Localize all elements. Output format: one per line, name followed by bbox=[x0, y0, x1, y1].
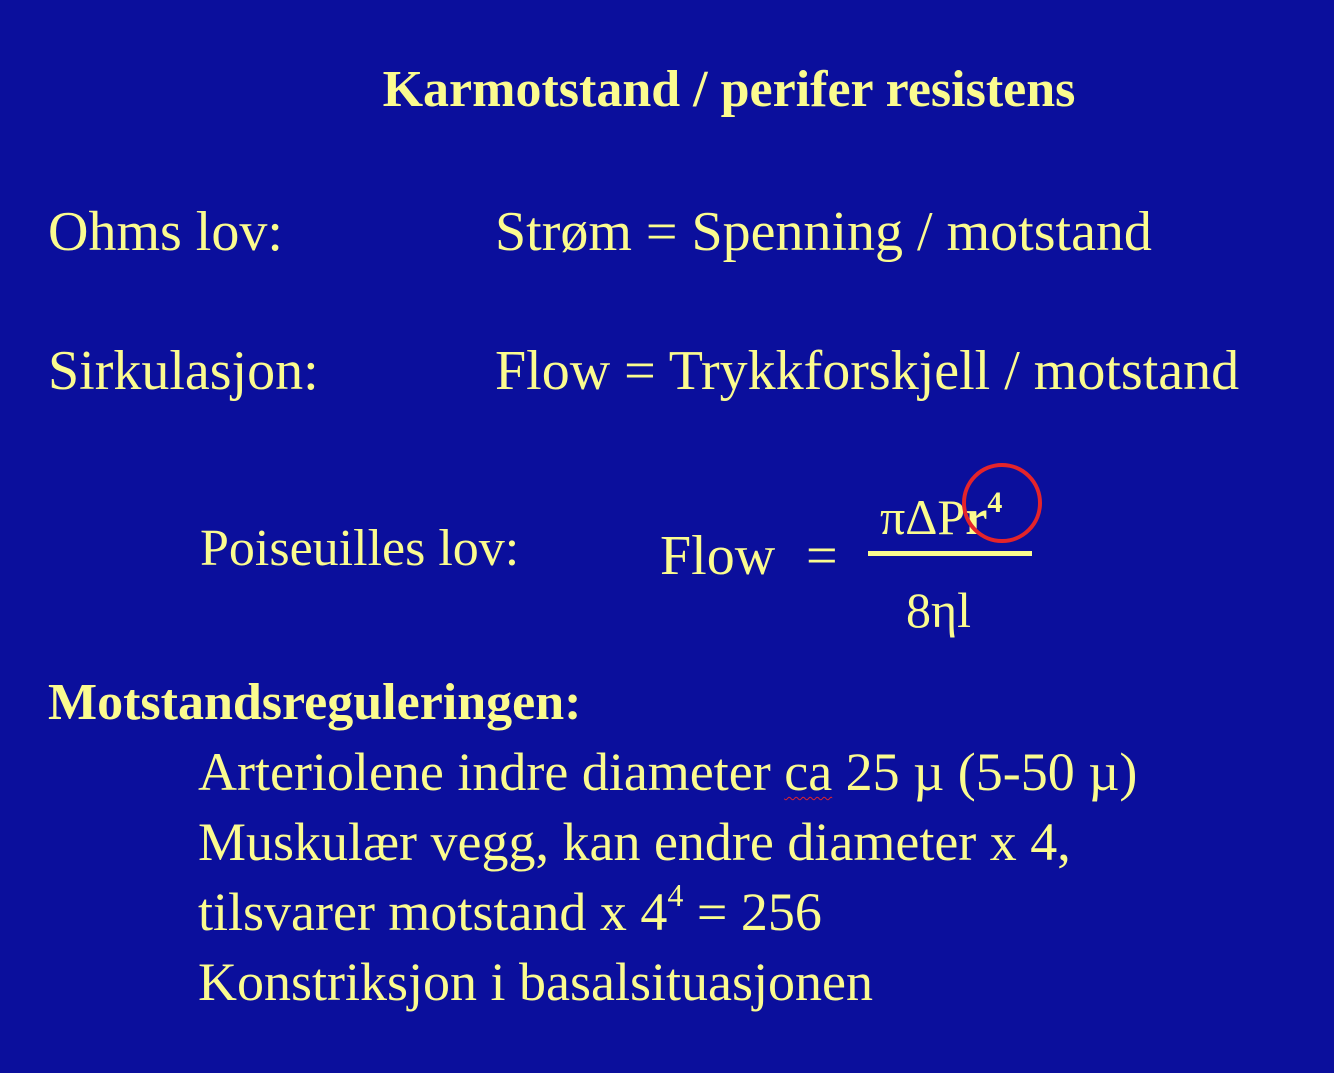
line3-text-before: tilsvarer motstand x 4 bbox=[198, 882, 668, 942]
slide-title: Karmotstand / perifer resistens bbox=[382, 61, 1076, 118]
radius-highlight-circle bbox=[962, 463, 1042, 543]
section-line-1 bbox=[198, 742, 1138, 802]
formula-equals: = bbox=[806, 525, 838, 587]
ohms-law-label: Ohms lov: bbox=[48, 201, 283, 263]
numerator-prefix: πΔP bbox=[880, 489, 966, 545]
poiseuille-label: Poiseuilles lov: bbox=[200, 520, 520, 577]
numerator-exponent: 4 bbox=[987, 486, 1003, 519]
section-line-4: Konstriksjon i basalsituasjonen bbox=[198, 952, 873, 1012]
circulation-equation: Flow = Trykkforskjell / motstand bbox=[495, 340, 1240, 402]
line1-text-after: 25 µ (5-50 µ) bbox=[832, 742, 1138, 802]
ohms-law-equation: Strøm = Spenning / motstand bbox=[495, 201, 1152, 263]
numerator-radius: r bbox=[965, 489, 988, 545]
line1-spellcheck-word: ca bbox=[784, 742, 833, 802]
line3-exponent: 4 bbox=[667, 877, 684, 913]
formula-denominator: 8ηl bbox=[906, 582, 972, 638]
formula-lhs: Flow bbox=[660, 525, 776, 587]
line3-text-after: = 256 bbox=[683, 882, 822, 942]
section-heading: Motstandsreguleringen: bbox=[48, 674, 582, 731]
fraction-bar bbox=[868, 551, 1032, 556]
circulation-label: Sirkulasjon: bbox=[48, 340, 319, 402]
section-line-2: Muskulær vegg, kan endre diameter x 4, bbox=[198, 812, 1071, 872]
line1-text-before: Arteriolene indre diameter bbox=[198, 742, 785, 802]
section-line-3 bbox=[198, 877, 822, 942]
